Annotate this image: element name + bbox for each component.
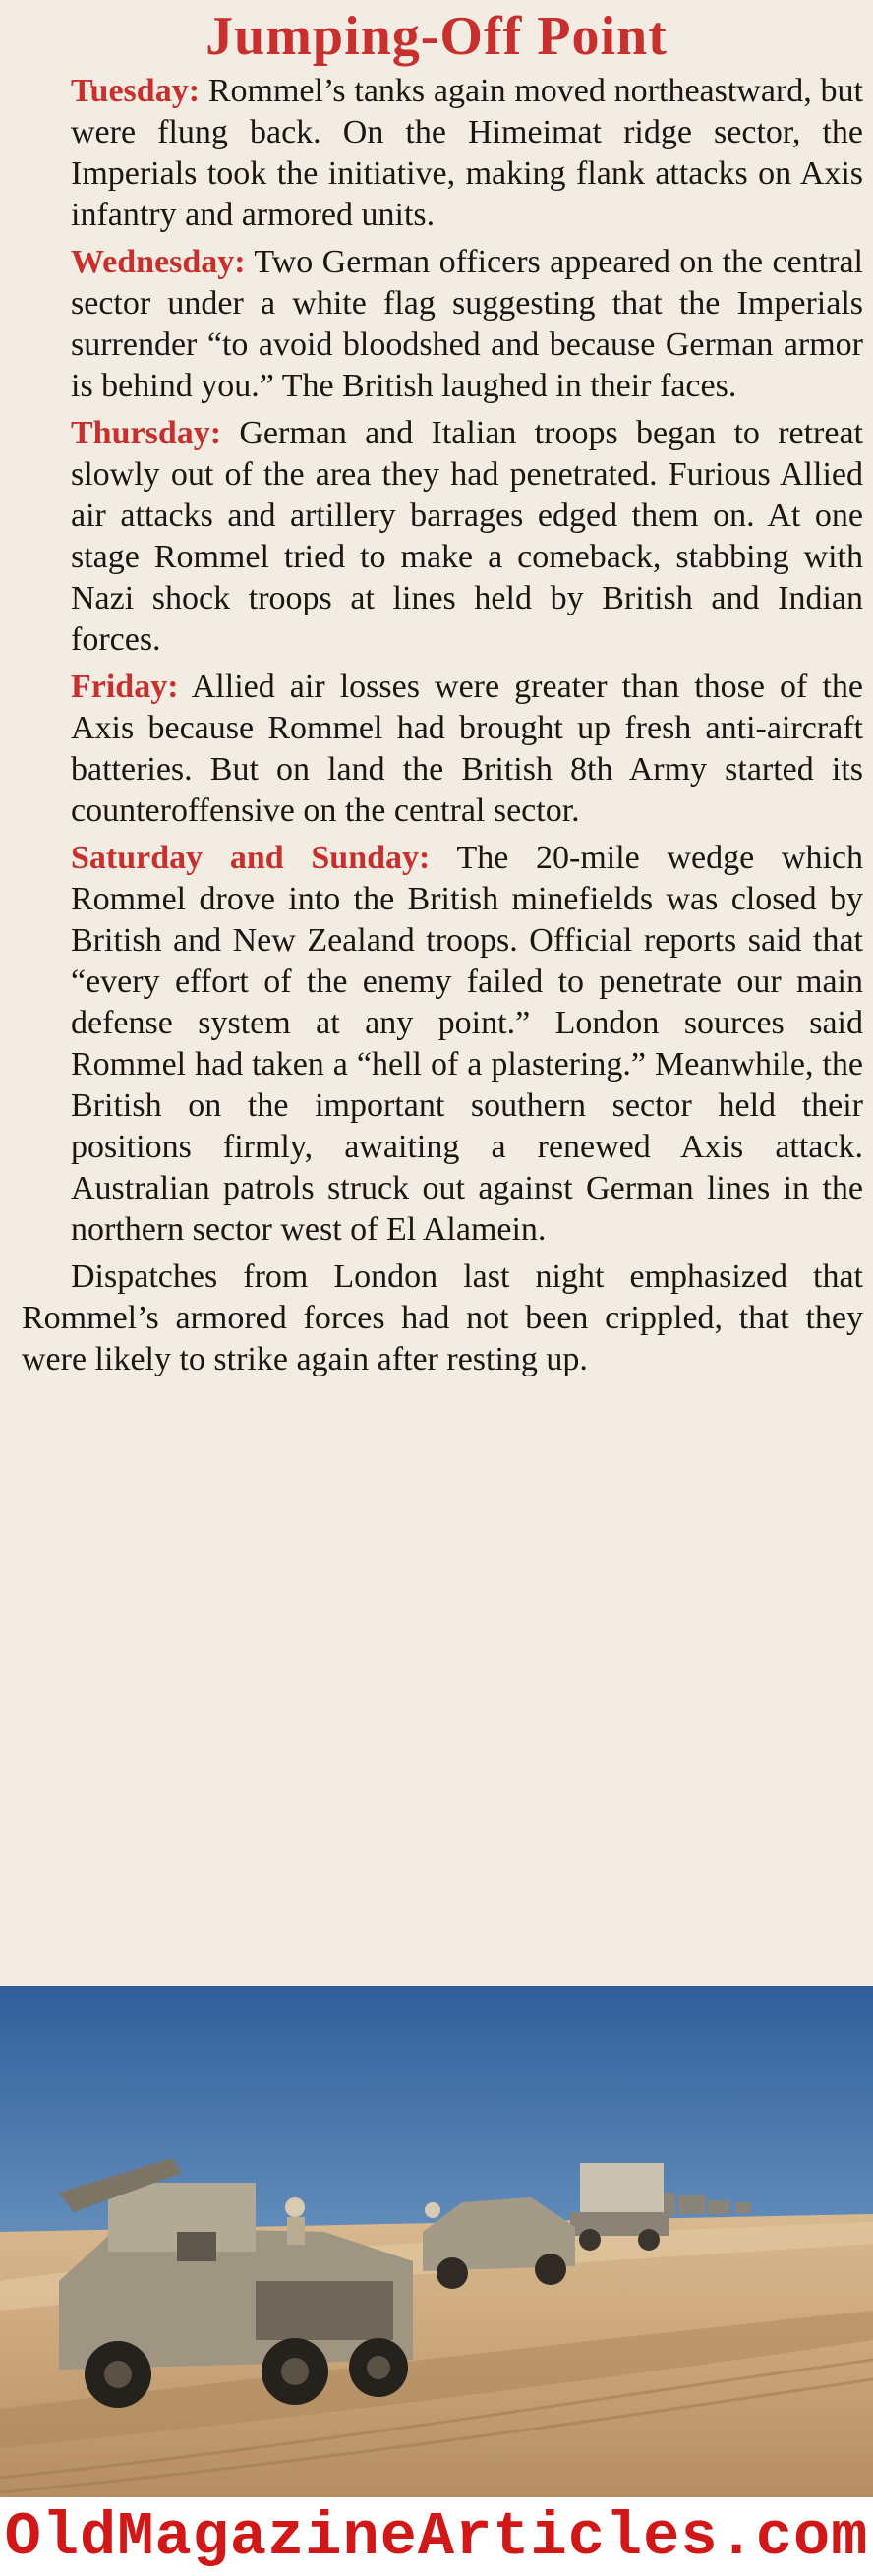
paragraph-text: Rommel’s tanks again moved northeastward, but were flung back. On the Himeimat ridge sector, the Imperials took the initiative, making flank attacks on Axis infantry and armored units. [71,73,863,233]
paragraph-wednesday [71,242,863,407]
desert-convoy-photo [0,1986,873,2497]
day-label: Wednesday: [71,244,246,280]
paragraph-text: German and Italian troops began to retreat slowly out of the area they had penetrated. Furious Allied air attacks and artillery barrages edged them on. At one stage Rommel tried to make a comeback, stabbing with Nazi shock troops at lines held by British and Indian forces. [71,415,863,658]
paragraph-text: The 20-mile wedge which Rommel drove into the British minefields was closed by British and New Zealand troops. Official reports said that “every effort of the enemy failed to penetrate our main defense system at any point.” London sources said Rommel had taken a “hell of a plastering.” Meanwhile, the British on the important southern sector held their positions firmly, awaiting a renewed Axis attack. Australian patrols struck out against German lines in the northern sector west of El Alamein. [71,840,864,1248]
article-title: Jumping-Off Point [205,6,668,67]
paragraph-text: Two German officers appeared on the central sector under a white flag suggesting that the Imperials surrender “to avoid bloodshed and because German armor is behind you.” The British laughed in their faces. [71,244,863,404]
paragraph-thursday [71,413,863,661]
day-label: Thursday: [71,415,222,451]
day-label: Saturday and Sunday: [71,840,431,876]
paragraph-friday [71,667,863,832]
footer-bar [0,2497,873,2576]
site-watermark: OldMagazineArticles.com [4,2502,869,2572]
paragraph-weekend [71,838,863,1251]
article-body [22,71,864,1386]
paragraph-text: Allied air losses were greater than those of the Axis because Rommel had brought up fresh anti-aircraft batteries. But on land the British 8th Army started its counteroffensive on the central sector. [71,669,863,829]
paragraph-tuesday [71,71,863,236]
day-label: Tuesday: [71,73,201,109]
paragraph-closing: Dispatches from London last night emphasized that Rommel’s armored forces had not been crippled, that they were likely to strike again after resting up. [22,1259,863,1377]
day-label: Friday: [71,669,179,705]
